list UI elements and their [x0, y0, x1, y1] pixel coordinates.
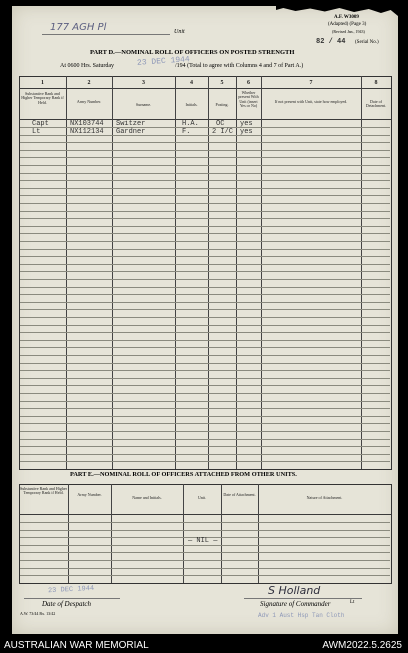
ruled-line: [20, 347, 390, 348]
table-row-2-initials: F.: [182, 128, 191, 136]
ruled-line: [20, 522, 390, 523]
ruled-line: [20, 454, 390, 455]
ruled-line: [20, 378, 390, 379]
col-number-2: 2: [87, 80, 91, 86]
unit-underline: [42, 34, 170, 35]
table-row-1-number: NX103744: [70, 120, 104, 128]
col-number-8: 8: [374, 80, 378, 86]
part-d-title: PART D.—NOMINAL ROLL OF OFFICERS ON POSTED STRENGTH: [90, 49, 295, 56]
table-row-2-surname: Gardner: [116, 128, 146, 136]
table-row-1-present: yes: [240, 120, 253, 128]
ruled-line: [20, 188, 390, 189]
ruled-line: [20, 446, 390, 447]
commander-label: Signature of Commander: [260, 600, 331, 608]
despatch-underline: [24, 598, 120, 599]
ruled-line: [20, 363, 390, 364]
ruled-line: [20, 431, 390, 432]
ruled-line: [20, 575, 390, 576]
col-header-posting: Posting.: [215, 102, 229, 107]
col-number-3: 3: [142, 80, 145, 86]
col-number-6: 6: [247, 80, 250, 86]
ruled-line: [20, 142, 390, 143]
ruled-line: [20, 552, 390, 553]
ruled-line: [20, 211, 390, 212]
e-header-army-number: Army Number.: [77, 492, 102, 497]
ruled-line: [20, 309, 390, 310]
ruled-line: [20, 287, 390, 288]
e-header-nature: Nature of Attachment.: [306, 495, 343, 500]
ruled-line: [20, 241, 390, 242]
ruled-line: [20, 393, 390, 394]
ruled-line: [20, 195, 390, 196]
col-header-present: Whether present With Unit (insert Yes or No): [238, 90, 259, 109]
ruled-line: [20, 461, 390, 462]
serial-number: 82 / 44: [316, 38, 346, 46]
ruled-line: [20, 157, 390, 158]
signature-underline: [244, 598, 362, 599]
col-header-how-employed: If not present with Unit, state how employed.: [274, 99, 348, 104]
ruled-line: [20, 180, 390, 181]
e-header-unit: Unit.: [197, 495, 207, 500]
e-header-date-attachment: Date of Attachment.: [223, 492, 256, 497]
col-number-1: 1: [41, 80, 44, 86]
col-number-4: 4: [190, 80, 193, 86]
nil-entry: — NIL —: [188, 537, 218, 545]
ruled-line: [20, 256, 390, 257]
ruled-line: [20, 332, 390, 333]
e-header-rank: Substantive Rank and Higher Temporary Rank if Held.: [20, 486, 67, 496]
ruled-line: [20, 302, 390, 303]
ruled-line: [20, 439, 390, 440]
ruled-line: [20, 408, 390, 409]
ruled-line: [20, 218, 390, 219]
table-row-1-initials: H.A.: [182, 120, 199, 128]
e-header-name: Name and Initials.: [132, 495, 162, 500]
part-e-title: PART E.—NOMINAL ROLL OF OFFICERS ATTACHED FROM OTHER UNITS.: [70, 471, 297, 478]
commander-rank: Lt: [350, 600, 355, 605]
unit-handwritten: 177 AGH Pl: [50, 22, 107, 33]
ruled-line: [20, 173, 390, 174]
table-row-1-surname: Switzer: [116, 120, 146, 128]
date-prefix: At 0600 Hrs. Saturday: [60, 63, 114, 69]
despatch-stamp: 23 DEC 1944: [47, 584, 95, 596]
ruled-line: [20, 401, 390, 402]
ruled-line: [20, 560, 390, 561]
ruled-line: [20, 355, 390, 356]
part-e-header-divider: [19, 514, 391, 515]
unit-label: Unit: [174, 29, 185, 35]
ruled-line: [20, 416, 390, 417]
ruled-line: [20, 325, 390, 326]
col-header-surname: Surname.: [135, 102, 152, 107]
ruled-line: [20, 165, 390, 166]
table-row-2-posting: 2 I/C: [212, 128, 234, 136]
date-suffix: /194 (Total to agree with Columns 4 and 7 of Part A.): [175, 63, 304, 69]
table-row-2-rank: Lt: [32, 128, 41, 136]
table-row-2-present: yes: [240, 128, 253, 136]
col-number-5: 5: [220, 80, 224, 86]
ruled-line: [20, 203, 390, 204]
ruled-line: [20, 340, 390, 341]
serial-label: (Serial No.): [355, 40, 379, 45]
form-code: A.F. W3009: [334, 15, 359, 20]
table-row-1-rank: Capt: [32, 120, 49, 128]
date-stamp: 23 DEC 1944: [136, 55, 191, 68]
ruled-line: [20, 530, 390, 531]
ruled-line: [20, 423, 390, 424]
col-header-initials: Initials.: [185, 102, 198, 107]
despatch-label: Date of Despatch: [42, 600, 91, 608]
number-row-divider: [19, 88, 391, 89]
col-header-rank: Substantive Rank and Higher Temporary Rank if Held.: [21, 91, 64, 105]
ruled-line: [20, 249, 390, 250]
col-header-army-number: Army Number.: [76, 99, 102, 104]
ruled-line: [20, 226, 390, 227]
ruled-line: [20, 233, 390, 234]
ruled-line: [20, 271, 390, 272]
ruled-line: [20, 370, 390, 371]
ruled-line: [20, 150, 390, 151]
caption-right: AWM2022.5.2625: [322, 640, 402, 651]
document-page: [12, 6, 398, 634]
ruled-line: [20, 568, 390, 569]
table-row-1-posting: OC: [216, 120, 225, 128]
commander-signature: S Holland: [268, 584, 321, 597]
col-number-7: 7: [309, 80, 313, 86]
unit-stamp: Adv 1 Aust Hsp Tan Cloth: [258, 612, 345, 619]
ruled-line: [20, 294, 390, 295]
form-revised: (Revised Jan., 1943): [332, 29, 365, 34]
form-adapted: (Adapted) (Page 3): [328, 22, 367, 27]
caption-left: AUSTRALIAN WAR MEMORIAL: [4, 640, 149, 651]
ruled-line: [20, 279, 390, 280]
ruled-line: [20, 385, 390, 386]
col-header-date-detachment: Date of Detachment.: [365, 99, 387, 109]
table-row-2-number: NX112134: [70, 128, 104, 136]
ruled-line: [20, 317, 390, 318]
form-reference: A.W. 73/44 Bx. 13/42: [20, 611, 56, 616]
ruled-line: [20, 264, 390, 265]
